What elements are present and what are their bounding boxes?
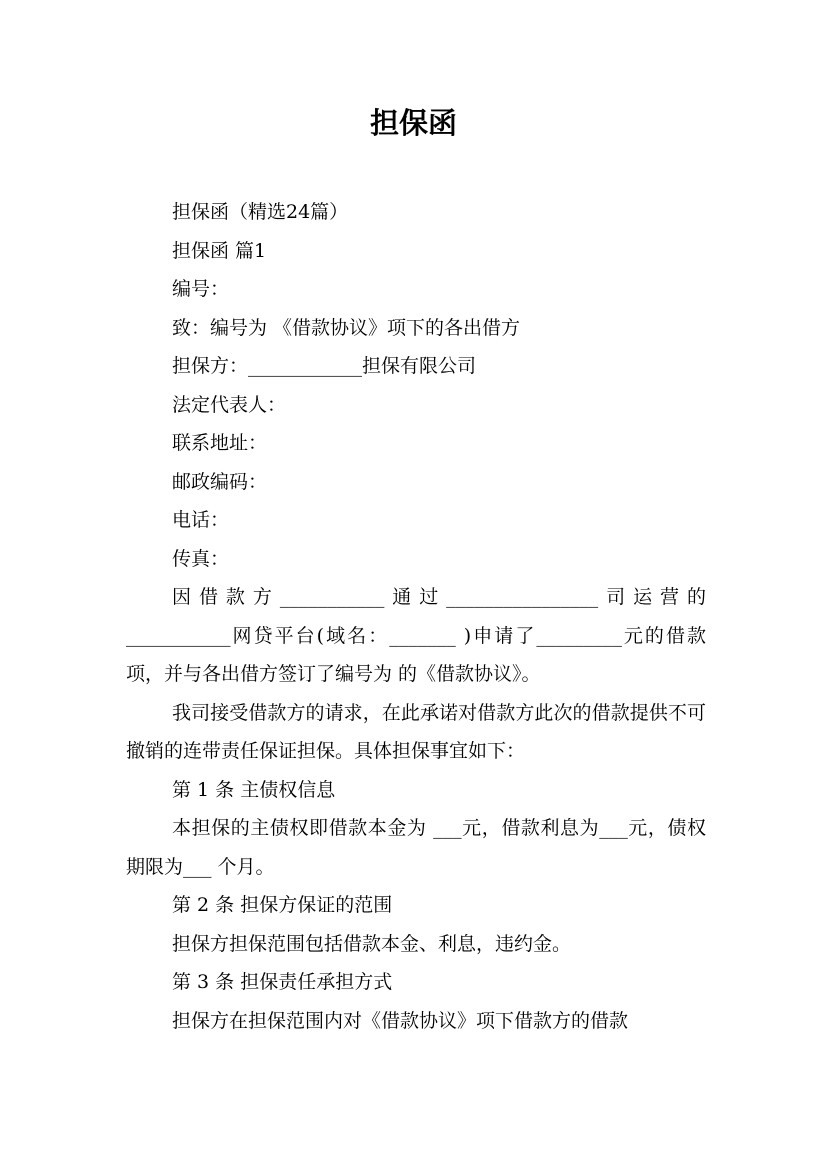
paragraph-article-2-body: 担保方担保范围包括借款本金、利息，违约金。	[172, 932, 572, 955]
document-title: 担保函	[369, 106, 457, 140]
paragraph-postal-code: 邮政编码：	[172, 470, 268, 493]
paragraph-article-1-body: 本担保的主债权即借款本金为 ___元，借款利息为___元，债权期限为___ 个月。	[126, 817, 706, 878]
paragraph-article-2-heading: 第 2 条 担保方保证的范围	[172, 894, 393, 916]
paragraph-number: 编号：	[172, 278, 230, 300]
paragraph-commitment: 我司接受借款方的请求，在此承诺对借款方此次的借款提供不可撤销的连带责任保证担保。具体担保事宜如下：	[126, 701, 706, 762]
paragraph-guarantor: 担保方：____________担保有限公司	[172, 355, 477, 377]
document-body	[126, 193, 706, 1040]
paragraph-article-1-heading: 第 1 条 主债权信息	[172, 778, 336, 801]
paragraph-addressee: 致：编号为 《借款协议》项下的各出借方	[172, 316, 521, 339]
paragraph-phone: 电话：	[172, 509, 230, 531]
paragraph-address: 联系地址：	[172, 432, 268, 454]
paragraph-subtitle: 担保函（精选24篇）	[172, 201, 349, 223]
paragraph-legal-representative: 法定代表人：	[172, 393, 287, 416]
paragraph-loan-background: 因借款方___________通过________________司运营的___________网贷平台(域名：_______ )申请了_________元的借款项，并与各出借方签订了编号为 的《借款协议》。	[126, 586, 706, 685]
paragraph-section-heading: 担保函 篇1	[172, 239, 267, 262]
paragraph-article-3-heading: 第 3 条 担保责任承担方式	[172, 971, 393, 993]
paragraph-fax: 传真：	[172, 547, 230, 570]
paragraph-article-3-body: 担保方在担保范围内对《借款协议》项下借款方的借款	[172, 1009, 629, 1032]
